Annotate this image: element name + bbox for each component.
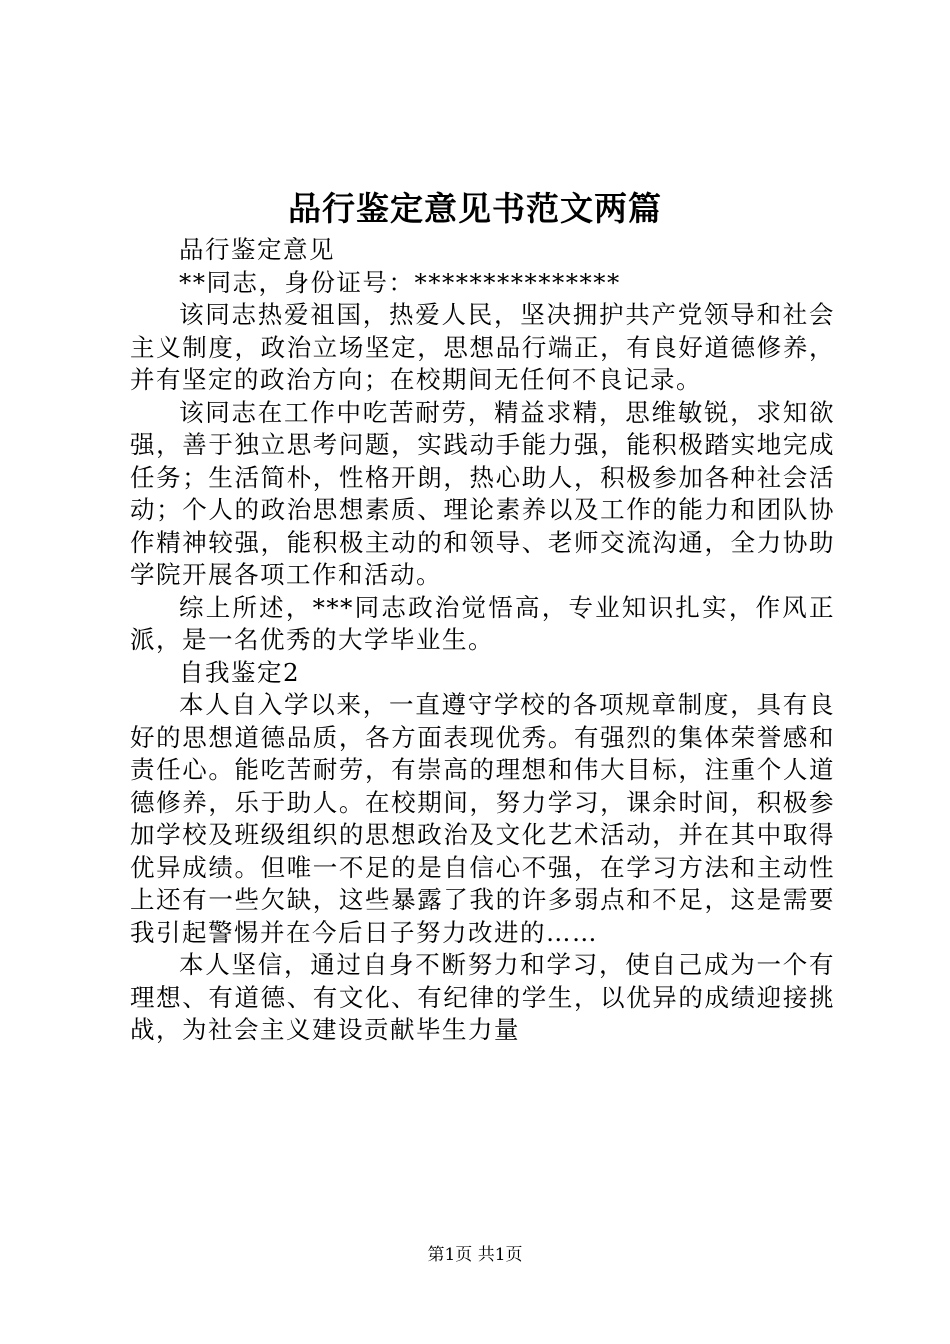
heading-self-appraisal: 自我鉴定2 xyxy=(179,657,301,687)
document-body xyxy=(130,234,835,1047)
paragraph-political-stance: 该同志热爱祖国，热爱人民，坚决拥护共产党领导和社会主义制度，政治立场坚定，思想品行端正，有良好道德修养，并有坚定的政治方向；在校期间无任何不良记录。 xyxy=(130,300,835,394)
page-footer: 第1页 共1页 xyxy=(427,1245,523,1265)
comrade-id-line: **同志，身份证号：*************** xyxy=(179,267,621,297)
document-title: 品行鉴定意见书范文两篇 xyxy=(288,189,662,228)
paragraph-conclusion: 本人坚信，通过自身不断努力和学习，使自己成为一个有理想、有道德、有文化、有纪律的学生，以优异的成绩迎接挑战，为社会主义建设贡献毕生力量 xyxy=(130,950,835,1044)
paragraph-self-description: 本人自入学以来，一直遵守学校的各项规章制度，具有良好的思想道德品质，各方面表现优秀。有强烈的集体荣誉感和责任心。能吃苦耐劳，有崇高的理想和伟大目标，注重个人道德修养，乐于助人。在校期间，努力学习，课余时间，积极参加学校及班级组织的思想政治及文化艺术活动，并在其中取得优异成绩。但唯一不足的是自信心不强，在学习方法和主动性上还有一些欠缺，这些暴露了我的许多弱点和不足，这是需要我引起警惕并在今后日子努力改进的…… xyxy=(130,690,835,947)
paragraph-summary: 综上所述，***同志政治觉悟高，专业知识扎实，作风正派，是一名优秀的大学毕业生。 xyxy=(130,592,835,654)
heading-appraisal-opinion: 品行鉴定意见 xyxy=(179,235,335,264)
paragraph-work-performance: 该同志在工作中吃苦耐劳，精益求精，思维敏锐，求知欲强，善于独立思考问题，实践动手能力强，能积极踏实地完成任务；生活简朴，性格开朗，热心助人，积极参加各种社会活动；个人的政治思想素质、理论素养以及工作的能力和团队协作精神较强，能积极主动的和领导、老师交流沟通，全力协助学院开展各项工作和活动。 xyxy=(130,397,835,589)
